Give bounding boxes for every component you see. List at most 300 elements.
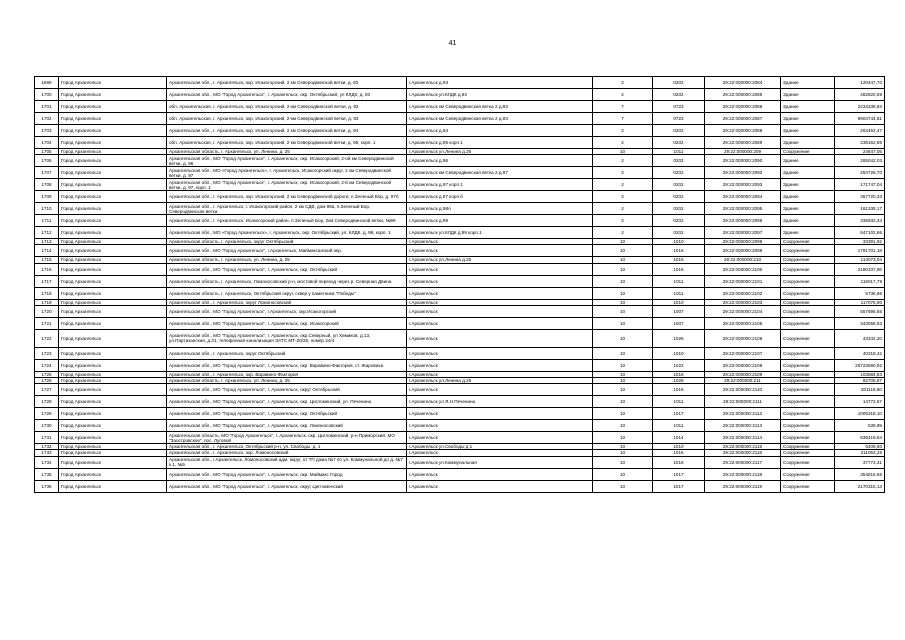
category-cell: 10 [593, 287, 653, 299]
address-cell: г.Архангельск [407, 305, 593, 317]
cadastral-value-cell: 103584,83 [835, 371, 885, 377]
type-code-cell: 0202 [653, 77, 705, 89]
municipality-cell: Город Архангельск [59, 329, 167, 347]
address-cell: г.Архангельск д.96 [407, 155, 593, 167]
cadastral-number-cell: 29:22:000000:2114 [705, 432, 781, 444]
row-number: 1715 [35, 257, 59, 263]
cadastral-number-cell: 29:22:000000:2093 [705, 179, 781, 191]
cadastral-number-cell: 29:22:000000:2100 [705, 263, 781, 275]
address-cell: г.Архангельск [407, 263, 593, 275]
table-row [35, 89, 885, 101]
address-cell: г.Архангельск [407, 299, 593, 305]
cadastral-number-cell: 29:22:000000:2105 [705, 317, 781, 329]
location-description-cell: Архангельская обл., МО "Город Архангельск", г. Архангельск, окр. Варавино-Фактория, ст. Жаровиха [167, 359, 407, 371]
cadastral-number-cell: 29:22:000000:2112 [705, 408, 781, 420]
municipality-cell: Город Архангельск [59, 384, 167, 396]
table-row [35, 167, 885, 179]
cadastral-number-cell: 29:22:000000:2094 [705, 191, 781, 203]
municipality-cell: Город Архангельск [59, 480, 167, 492]
table-row [35, 179, 885, 191]
cadastral-value-cell: 482820,59 [835, 89, 885, 101]
location-description-cell: Архангельская обл., г. Архангельск, окр. Исакогорский, 2 км Северодвинской ветки, д. 94 [167, 125, 407, 137]
address-cell: г.Архангельск ул.Ленина д.25 [407, 378, 593, 384]
cadastral-value-cell: 354818,55 [835, 468, 885, 480]
cadastral-value-cell: 117076,90 [835, 299, 885, 305]
cadastral-value-cell: 37773,31 [835, 456, 885, 468]
row-number: 1720 [35, 305, 59, 317]
object-type-cell: Здание [781, 77, 835, 89]
cadastral-number-cell: 29:22:000000:2101 [705, 275, 781, 287]
cadastral-value-cell: 161338,17 [835, 203, 885, 215]
type-code-cell: 0202 [653, 167, 705, 179]
type-code-cell: 1010 [653, 347, 705, 359]
category-cell: 10 [593, 468, 653, 480]
table-row [35, 77, 885, 89]
location-description-cell: Архангельская обл., МО "Город Архангельск", г. Архангельск, окр. Исакогорский [167, 317, 407, 329]
cadastral-number-cell: 29:22:000000:2103 [705, 299, 781, 305]
address-cell: г.Архангельск д.97 корп.б [407, 191, 593, 203]
category-cell: 10 [593, 257, 653, 263]
cadastral-value-cell: 847102,86 [835, 227, 885, 239]
category-cell: 7 [593, 113, 653, 125]
category-cell: 7 [593, 101, 653, 113]
location-description-cell: Архангельская обл., МО "Город Архангельск", г.Архангельск, окр.Исакогорский [167, 305, 407, 317]
object-type-cell: Здание [781, 125, 835, 137]
cadastral-number-cell: 29:22:000000:210 [705, 257, 781, 263]
category-cell: 10 [593, 420, 653, 432]
table-row [35, 317, 885, 329]
cadastral-value-cell: 539,99 [835, 420, 885, 432]
municipality-cell: Город Архангельск [59, 396, 167, 408]
category-cell: 2 [593, 179, 653, 191]
object-type-cell: Здание [781, 215, 835, 227]
cadastral-number-cell: 29:22:000000:2117 [705, 456, 781, 468]
table-row [35, 329, 885, 347]
cadastral-value-cell: 5736,96 [835, 287, 885, 299]
row-number: 1703 [35, 125, 59, 137]
row-number: 1728 [35, 396, 59, 408]
object-type-cell: Здание [781, 89, 835, 101]
object-type-cell: Здание [781, 155, 835, 167]
municipality-cell: Город Архангельск [59, 444, 167, 450]
object-type-cell: Сооружение [781, 329, 835, 347]
table-row [35, 396, 885, 408]
table-row [35, 227, 885, 239]
row-number: 1736 [35, 480, 59, 492]
object-type-cell: Сооружение [781, 347, 835, 359]
address-cell: г.Архангельск [407, 329, 593, 347]
location-description-cell: Архангельская обл., МО "Город Архангельск", г. Архангельск, окр. Исакогорский, 2-й км Северодвинской ветки, д. 97, корп. 1 [167, 179, 407, 191]
cadastral-number-cell: 29:22:000000:2089 [705, 137, 781, 149]
municipality-cell: Город Архангельск [59, 450, 167, 456]
table-row [35, 305, 885, 317]
category-cell: 10 [593, 396, 653, 408]
type-code-cell: 1017 [653, 408, 705, 420]
cadastral-value-cell: 171747,04 [835, 179, 885, 191]
location-description-cell: Архангельская обл., г. Архангельск, окр. Исакогорский, 2 км Северодвинской ветки, д. 93 [167, 77, 407, 89]
municipality-cell: Город Архангельск [59, 378, 167, 384]
address-cell: г.Архангельск [407, 384, 593, 396]
address-cell: г.Архангельск [407, 480, 593, 492]
cadastral-value-cell: 2180337,96 [835, 263, 885, 275]
type-code-cell: 1016 [653, 263, 705, 275]
object-type-cell: Сооружение [781, 359, 835, 371]
cadastral-value-cell: 114073,04 [835, 257, 885, 263]
address-cell: г.Архангельск д.97 корп.1 [407, 179, 593, 191]
cadastral-number-cell: 29:22:000000:2110 [705, 384, 781, 396]
cadastral-number-cell: 29:22:000000:2098 [705, 239, 781, 245]
cadastral-number-cell: 29:22:000000:2092 [705, 167, 781, 179]
type-code-cell: 0202 [653, 227, 705, 239]
address-cell: г.Архангельск [407, 371, 593, 377]
location-description-cell: Архангельская обл., МО "Город Архангельск", г. Архангельск, окр. Октябрьский [167, 263, 407, 275]
table-row [35, 359, 885, 371]
type-code-cell: 0202 [653, 125, 705, 137]
row-number: 1709 [35, 191, 59, 203]
cadastral-value-cell: 26723580,92 [835, 359, 885, 371]
cadastral-number-cell: 29:22:000000:2106 [705, 329, 781, 347]
object-type-cell: Сооружение [781, 149, 835, 155]
row-number: 1729 [35, 408, 59, 420]
type-code-cell: 0202 [653, 203, 705, 215]
location-description-cell: Архангельская обл., МО "Город Архангельск", г. Архангельск, окр. Ломоносовский [167, 420, 407, 432]
type-code-cell: 1016 [653, 371, 705, 377]
municipality-cell: Город Архангельск [59, 456, 167, 468]
category-cell: 10 [593, 263, 653, 275]
category-cell: 10 [593, 384, 653, 396]
type-code-cell: 0202 [653, 89, 705, 101]
cadastral-value-cell: 120447,70 [835, 77, 885, 89]
municipality-cell: Город Архангельск [59, 227, 167, 239]
object-type-cell: Сооружение [781, 275, 835, 287]
cadastral-value-cell: 557695,65 [835, 305, 885, 317]
type-code-cell: 0202 [653, 215, 705, 227]
location-description-cell: обл. Архангельская, г. Архангельск, окр. Исакогорский, 2 км Северодвинской ветки, д. 95, корп. 1 [167, 137, 407, 149]
category-cell: 10 [593, 317, 653, 329]
location-description-cell: Архангельская обл., г. Архангельск, окр. Ломоносовский [167, 450, 407, 456]
address-cell: г.Архангельск ул.КЛДК д.99 корп.1 [407, 227, 593, 239]
category-cell: 10 [593, 444, 653, 450]
municipality-cell: Город Архангельск [59, 77, 167, 89]
cadastral-value-cell: 335932,34 [835, 215, 885, 227]
object-type-cell: Здание [781, 203, 835, 215]
address-cell: г.Архангельск [407, 245, 593, 257]
location-description-cell: Архангельская обл., г. Архангельск, окр. Исакогорский, 2 км Северодвинской дороги, п.Зеленый Бор, д. 97б [167, 191, 407, 203]
object-type-cell: Сооружение [781, 384, 835, 396]
object-type-cell: Сооружение [781, 378, 835, 384]
cadastral-number-cell: 29:22:000000:2087 [705, 113, 781, 125]
location-description-cell: Архангельская обл., г. Архангельск, округ Ломоносовский [167, 299, 407, 305]
object-type-cell: Здание [781, 137, 835, 149]
cadastral-value-cell: 14772,57 [835, 396, 885, 408]
type-code-cell: 1011 [653, 149, 705, 155]
address-cell: г.Архангельск ул.Ленина д.25 [407, 149, 593, 155]
cadastral-number-cell: 29:22:000000:2109 [705, 371, 781, 377]
cadastral-value-cell: 294728,70 [835, 167, 885, 179]
object-type-cell: Сооружение [781, 257, 835, 263]
row-number: 1731 [35, 432, 59, 444]
row-number: 1716 [35, 263, 59, 275]
municipality-cell: Город Архангельск [59, 155, 167, 167]
object-type-cell: Сооружение [781, 317, 835, 329]
table-row [35, 456, 885, 468]
object-type-cell: Сооружение [781, 287, 835, 299]
table-body [35, 77, 885, 493]
property-register-table [34, 76, 885, 493]
municipality-cell: Город Архангельск [59, 432, 167, 444]
location-description-cell: Архангельская обл., МО "Город Архангельск", г. Архангельск, окр. Цигломенский, ул. Печенина [167, 396, 407, 408]
location-description-cell: Архангельская обл., г. Архангельск, Октябрьский р-н, ул. Свободы, д. 1 [167, 444, 407, 450]
object-type-cell: Здание [781, 191, 835, 203]
cadastral-number-cell: 29:22:000000:2107 [705, 347, 781, 359]
location-description-cell: Архангельская область, г. Архангельск, Ломоносовский р-н, мостовой переход через р. Северная Двина [167, 275, 407, 287]
municipality-cell: Город Архангельск [59, 408, 167, 420]
category-cell: 10 [593, 450, 653, 456]
cadastral-value-cell: 9904744,81 [835, 113, 885, 125]
cadastral-number-cell: 29:22:000000:2104 [705, 305, 781, 317]
location-description-cell: Архангельская область, г. Архангельск, ул. Ленина, д. 25 [167, 378, 407, 384]
row-number: 1705 [35, 149, 59, 155]
cadastral-value-cell: 2170315,13 [835, 480, 885, 492]
category-cell: 2 [593, 125, 653, 137]
municipality-cell: Город Архангельск [59, 305, 167, 317]
row-number: 1722 [35, 329, 59, 347]
row-number: 1712 [35, 227, 59, 239]
municipality-cell: Город Архангельск [59, 191, 167, 203]
category-cell: 10 [593, 299, 653, 305]
category-cell: 2 [593, 89, 653, 101]
cadastral-number-cell: 29:22:000000:2111 [705, 396, 781, 408]
location-description-cell: Архангельская обл., МО "Город Архангельск", г. Архангельск, округ Цигломенский [167, 480, 407, 492]
row-number: 1708 [35, 179, 59, 191]
cadastral-number-cell: 29:22:000000:2102 [705, 287, 781, 299]
location-description-cell: Архангельская область, г. Архангельск, Октябрьский округ, сквер у памятника "Победы" [167, 287, 407, 299]
table-row [35, 215, 885, 227]
municipality-cell: Город Архангельск [59, 468, 167, 480]
address-cell: г.Архангельск ул.КЛДК д.93 [407, 89, 593, 101]
cadastral-value-cell: 43342,20 [835, 329, 885, 347]
cadastral-number-cell: 29:22:000000:209 [705, 149, 781, 155]
row-number: 1734 [35, 456, 59, 468]
cadastral-number-cell: 29:22:000000:2090 [705, 155, 781, 167]
cadastral-number-cell: 29:22:000000:2099 [705, 245, 781, 257]
object-type-cell: Сооружение [781, 371, 835, 377]
municipality-cell: Город Архангельск [59, 215, 167, 227]
type-code-cell: 0202 [653, 191, 705, 203]
cadastral-value-cell: 2234338,63 [835, 101, 885, 113]
table-row [35, 408, 885, 420]
location-description-cell: Архангельская обл., г. Архангельск, округ Октябрьский [167, 347, 407, 359]
type-code-cell: 1011 [653, 396, 705, 408]
object-type-cell: Сооружение [781, 305, 835, 317]
row-number: 1714 [35, 245, 59, 257]
type-code-cell: 1016 [653, 257, 705, 263]
location-description-cell: Архангельская область, г. Архангельск, ул. Ленина, д. 25 [167, 149, 407, 155]
cadastral-value-cell: 264452,47 [835, 125, 885, 137]
location-description-cell: Архангельская обл., МО "Город Архангельск", г. Архангельск, окр.Северный, ул Химиков, д.13, ул.Партизанская, д.31, телефонная канализация ЭАТС МТ-20/25, номер 24/4 [167, 329, 407, 347]
address-cell: г.Архангельск [407, 468, 593, 480]
row-number: 1710 [35, 203, 59, 215]
object-type-cell: Сооружение [781, 432, 835, 444]
address-cell: г.Архангельск [407, 359, 593, 371]
address-cell: г.Архангельск д.98А [407, 203, 593, 215]
table-row [35, 468, 885, 480]
row-number: 1719 [35, 299, 59, 305]
type-code-cell: 1010 [653, 444, 705, 450]
type-code-cell: 1016 [653, 245, 705, 257]
type-code-cell: 0723 [653, 113, 705, 125]
cadastral-number-cell: 29:22:000000:2113 [705, 420, 781, 432]
address-cell: г.Архангельск км Северодвинская ветка 2 д.93 [407, 101, 593, 113]
cadastral-number-cell: 29:22:000000:2086 [705, 101, 781, 113]
type-code-cell: 1014 [653, 432, 705, 444]
type-code-cell: 1011 [653, 275, 705, 287]
location-description-cell: Архангельская обл., г. Архангельск, окр. Варавино-Фактория [167, 371, 407, 377]
row-number: 1711 [35, 215, 59, 227]
type-code-cell: 0723 [653, 101, 705, 113]
municipality-cell: Город Архангельск [59, 299, 167, 305]
municipality-cell: Город Архангельск [59, 125, 167, 137]
municipality-cell: Город Архангельск [59, 203, 167, 215]
address-cell: г.Архангельск [407, 450, 593, 456]
location-description-cell: Архангельская обл., МО «Город Архангельск», г. Архангельск, Исакогорский округ, 2 км Северодвинской ветки, д. 97 [167, 167, 407, 179]
category-cell: 2 [593, 137, 653, 149]
category-cell: 10 [593, 480, 653, 492]
cadastral-value-cell: 33391,92 [835, 239, 885, 245]
type-code-cell: 1026 [653, 329, 705, 347]
municipality-cell: Город Архангельск [59, 179, 167, 191]
table-row [35, 113, 885, 125]
type-code-cell: 1011 [653, 287, 705, 299]
municipality-cell: Город Архангельск [59, 359, 167, 371]
row-number: 1713 [35, 239, 59, 245]
type-code-cell: 1007 [653, 317, 705, 329]
type-code-cell: 1017 [653, 468, 705, 480]
type-code-cell: 0202 [653, 155, 705, 167]
type-code-cell: 1016 [653, 456, 705, 468]
type-code-cell: 1016 [653, 384, 705, 396]
cadastral-number-cell: 29:22:000000:2119 [705, 480, 781, 492]
table-row [35, 203, 885, 215]
cadastral-value-cell: 24847,05 [835, 149, 885, 155]
municipality-cell: Город Архангельск [59, 149, 167, 155]
table-row [35, 155, 885, 167]
location-description-cell: Архангельская обл., МО "Город Архангельск", г. Архангельск, окр. Октябрьский [167, 408, 407, 420]
location-description-cell: Архангельская обл., МО «Город Архангельск», г. Архангельск, окр. Октябрьский, ул. КЛДК, д. 99, корп. 1 [167, 227, 407, 239]
address-cell: г.Архангельск д.99 [407, 215, 593, 227]
address-cell: г.Архангельск ул.Ленина д.25 [407, 257, 593, 263]
cadastral-number-cell: 29:22:000000:2085 [705, 89, 781, 101]
row-number: 1733 [35, 450, 59, 456]
address-cell: г.Архангельск [407, 275, 593, 287]
object-type-cell: Сооружение [781, 239, 835, 245]
cadastral-value-cell: 211063,25 [835, 450, 885, 456]
cadastral-value-cell: 238162,86 [835, 137, 885, 149]
row-number: 1732 [35, 444, 59, 450]
location-description-cell: Архангельская обл., г. Архангельск, Исакогорский район, п.Зеленый Бор, 2км Северодвинской ветки, №99 [167, 215, 407, 227]
category-cell: 10 [593, 408, 653, 420]
type-code-cell: 1026 [653, 378, 705, 384]
table-row [35, 384, 885, 396]
municipality-cell: Город Архангельск [59, 137, 167, 149]
location-description-cell: обл. Архангельская, г. Архангельск, окр. Исакогорский, 2-км Северодвинской ветки, д. 93 [167, 101, 407, 113]
cadastral-number-cell: 29:22:000000:2084 [705, 77, 781, 89]
municipality-cell: Город Архангельск [59, 287, 167, 299]
municipality-cell: Город Архангельск [59, 263, 167, 275]
cadastral-number-cell: 29:22:000000:2096 [705, 215, 781, 227]
municipality-cell: Город Архангельск [59, 371, 167, 377]
object-type-cell: Сооружение [781, 480, 835, 492]
category-cell: 10 [593, 239, 653, 245]
table-row [35, 432, 885, 444]
row-number: 1723 [35, 347, 59, 359]
table-row [35, 125, 885, 137]
location-description-cell: Архангельская обл., МО "Город Архангельск", г.Архангельск, Маймаксанский окр. [167, 245, 407, 257]
location-description-cell: Архангельская область, г. Архангельск, ул. Ленина, д. 25 [167, 257, 407, 263]
cadastral-number-cell: 29:22:000000:2115 [705, 444, 781, 450]
type-code-cell: 1010 [653, 239, 705, 245]
row-number: 1735 [35, 468, 59, 480]
address-cell: г.Архангельск [407, 287, 593, 299]
address-cell: г.Архангельск км Северодвинская ветка 2 д.97 [407, 167, 593, 179]
object-type-cell: Сооружение [781, 263, 835, 275]
cadastral-number-cell: 29:22:000000:2095 [705, 203, 781, 215]
type-code-cell: 0202 [653, 179, 705, 191]
row-number: 1704 [35, 137, 59, 149]
cadastral-value-cell: 265042,03 [835, 155, 885, 167]
row-number: 1726 [35, 378, 59, 384]
object-type-cell: Сооружение [781, 420, 835, 432]
cadastral-number-cell: 29:22:000000:2118 [705, 468, 781, 480]
type-code-cell: 1011 [653, 420, 705, 432]
municipality-cell: Город Архангельск [59, 239, 167, 245]
object-type-cell: Здание [781, 113, 835, 125]
category-cell: 2 [593, 191, 653, 203]
row-number: 1707 [35, 167, 59, 179]
type-code-cell: 1010 [653, 299, 705, 305]
category-cell: 10 [593, 456, 653, 468]
municipality-cell: Город Архангельск [59, 347, 167, 359]
row-number: 1730 [35, 420, 59, 432]
municipality-cell: Город Архангельск [59, 167, 167, 179]
table-row [35, 137, 885, 149]
row-number: 1718 [35, 287, 59, 299]
category-cell: 2 [593, 77, 653, 89]
table-row [35, 275, 885, 287]
row-number: 1724 [35, 359, 59, 371]
page-number: 41 [448, 40, 457, 47]
category-cell: 2 [593, 167, 653, 179]
category-cell: 10 [593, 378, 653, 384]
row-number: 1727 [35, 384, 59, 396]
row-number: 1721 [35, 317, 59, 329]
address-cell: г.Архангельск [407, 347, 593, 359]
category-cell: 2 [593, 215, 653, 227]
object-type-cell: Сооружение [781, 450, 835, 456]
address-cell: г.Архангельск [407, 408, 593, 420]
municipality-cell: Город Архангельск [59, 420, 167, 432]
location-description-cell: Архангельская обл., МО "Город Архангельск", г. Архангельск, окр. Октябрьский, ул КЛДК, д. 93 [167, 89, 407, 101]
cadastral-value-cell: 1791701,18 [835, 245, 885, 257]
row-number: 1700 [35, 89, 59, 101]
object-type-cell: Здание [781, 101, 835, 113]
category-cell: 10 [593, 371, 653, 377]
object-type-cell: Сооружение [781, 396, 835, 408]
category-cell: 10 [593, 245, 653, 257]
municipality-cell: Город Архангельск [59, 89, 167, 101]
table-row [35, 263, 885, 275]
cadastral-value-cell: 92705,87 [835, 378, 885, 384]
